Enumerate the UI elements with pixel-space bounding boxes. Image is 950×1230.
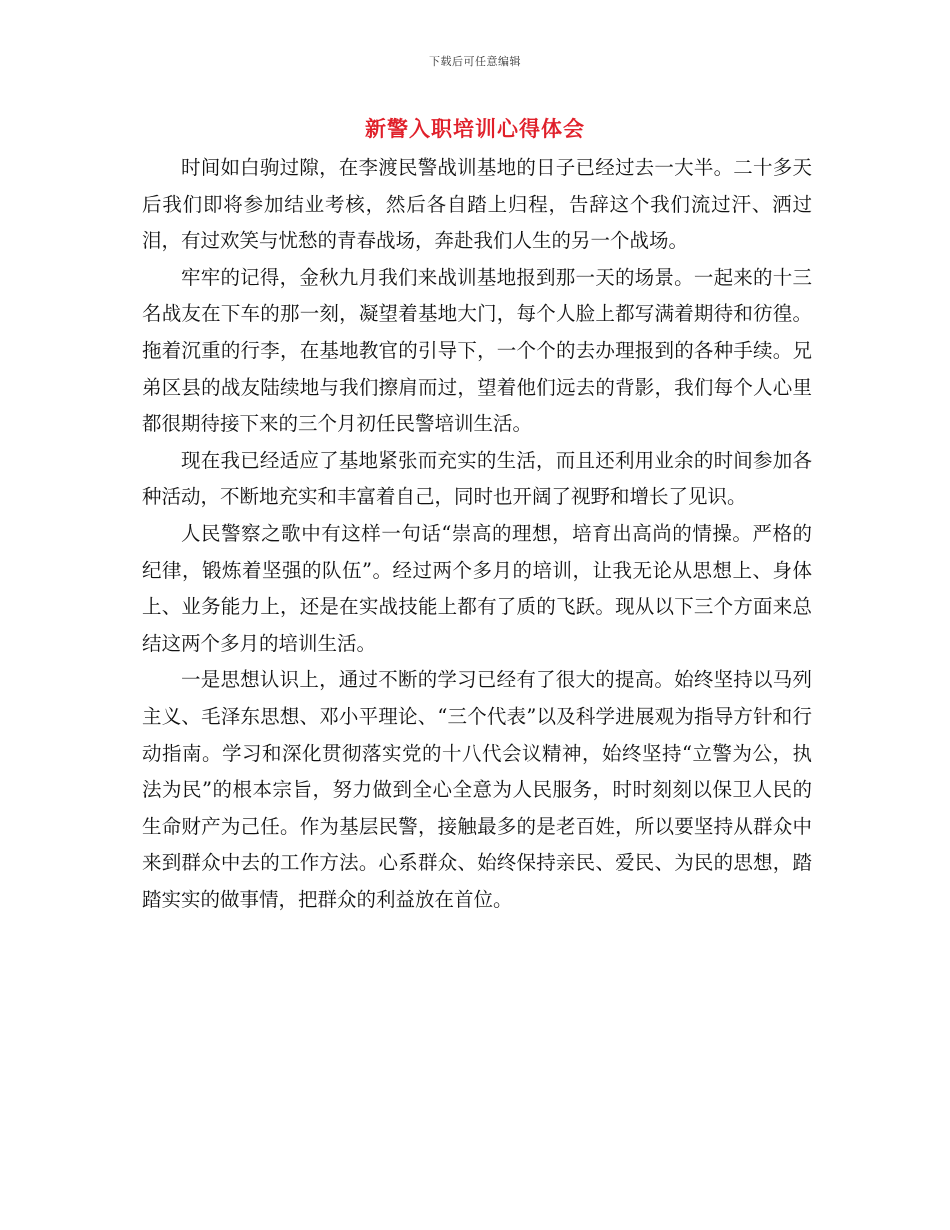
- body-paragraph: 人民警察之歌中有这样一句话“崇高的理想，培育出高尚的情操。严格的纪律，锻炼着坚强的队伍”。经过两个多月的培训，让我无论从思想上、身体上、业务能力上，还是在实战技能上都有了质的飞跃。现从以下三个方面来总结这两个多月的培训生活。: [142, 521, 812, 655]
- document-body: [142, 150, 812, 918]
- body-paragraph: 牢牢的记得，金秋九月我们来战训基地报到那一天的场景。一起来的十三名战友在下车的那一刻，凝望着基地大门，每个人脸上都写满着期待和彷徨。拖着沉重的行李，在基地教官的引导下，一个个的去办理报到的各种手续。兄弟区县的战友陆续地与我们擦肩而过，望着他们远去的背影，我们每个人心里都很期待接下来的三个月初任民警培训生活。: [142, 265, 812, 436]
- document-title: 新警入职培训心得体会: [365, 116, 585, 141]
- page-header-note: 下载后可任意编辑: [429, 55, 521, 68]
- body-paragraph: 一是思想认识上，通过不断的学习已经有了很大的提高。始终坚持以马列主义、毛泽东思想、邓小平理论、“三个代表”以及科学进展观为指导方针和行动指南。学习和深化贯彻落实党的十八代会议精神，始终坚持“立警为公，执法为民”的根本宗旨，努力做到全心全意为人民服务，时时刻刻以保卫人民的生命财产为己任。作为基层民警，接触最多的是老百姓，所以要坚持从群众中来到群众中去的工作方法。心系群众、始终保持亲民、爱民、为民的思想，踏踏实实的做事情，把群众的利益放在首位。: [142, 668, 812, 911]
- body-paragraph: 时间如白驹过隙，在李渡民警战训基地的日子已经过去一大半。二十多天后我们即将参加结业考核，然后各自踏上归程，告辞这个我们流过汗、洒过泪，有过欢笑与忧愁的青春战场，奔赴我们人生的另一个战场。: [142, 156, 812, 253]
- body-paragraph: 现在我已经适应了基地紧张而充实的生活，而且还利用业余的时间参加各种活动，不断地充实和丰富着自己，同时也开阔了视野和增长了见识。: [142, 448, 812, 509]
